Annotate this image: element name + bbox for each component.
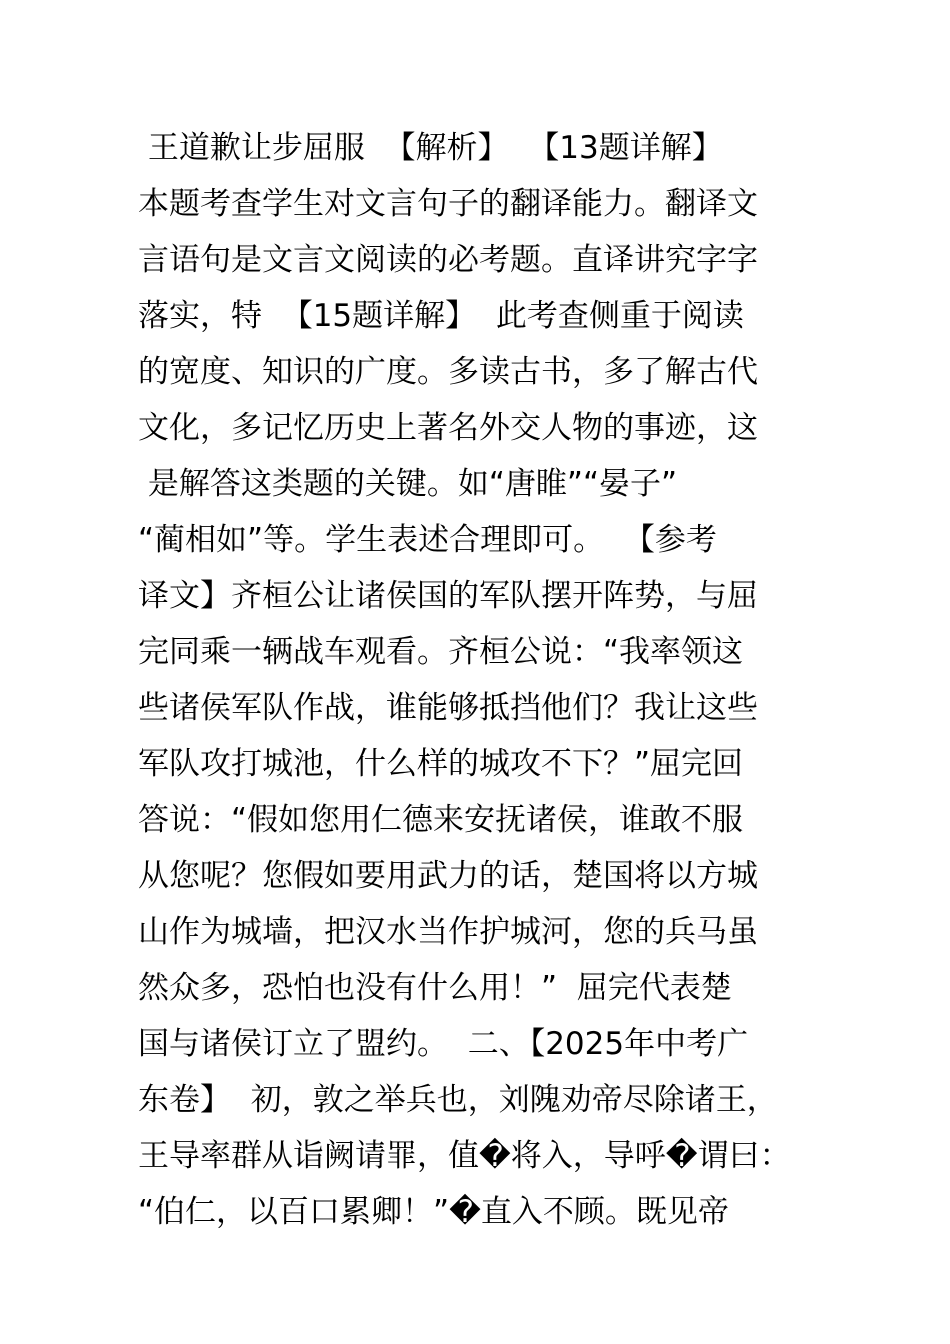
- text-line: 王导率群从诣阙请罪，值�将入，导呼�谓曰：: [138, 1138, 791, 1174]
- text-line: 是解答这类题的关键。如“唐睢”“晏子”: [138, 466, 678, 502]
- text-line: 落实，特 【15题详解】 此考查侧重于阅读: [138, 298, 744, 334]
- text-line: 言语句是文言文阅读的必考题。直译讲究字字: [138, 242, 758, 278]
- text-line: 国与诸侯订立了盟约。 二、【2025年中考广: [138, 1026, 749, 1062]
- text-line: 完同乘一辆战车观看。齐桓公说：“我率领这: [138, 634, 744, 670]
- body-text: [138, 120, 838, 1240]
- text-line: 答说：“假如您用仁德来安抚诸侯，谁敢不服: [138, 802, 744, 838]
- text-line: 些诸侯军队作战，谁能够抵挡他们？我让这些: [138, 690, 758, 726]
- text-line: “伯仁，以百口累卿！”�直入不顾。既见帝: [138, 1194, 729, 1230]
- text-line: 译文】齐桓公让诸侯国的军队摆开阵势，与屈: [138, 578, 758, 614]
- text-line: 王道歉让步屈服 【解析】 【13题详解】: [138, 130, 723, 166]
- text-line: 的宽度、知识的广度。多读古书，多了解古代: [138, 354, 758, 390]
- text-line: 军队攻打城池，什么样的城攻不下？”屈完回: [138, 746, 744, 782]
- text-line: 文化，多记忆历史上著名外交人物的事迹，这: [138, 410, 758, 446]
- text-line: 本题考查学生对文言句子的翻译能力。翻译文: [138, 186, 758, 222]
- text-line: 然众多，恐怕也没有什么用！” 屈完代表楚: [138, 970, 732, 1006]
- text-line: 山作为城墙，把汉水当作护城河，您的兵马虽: [138, 914, 758, 950]
- text-line: 东卷】 初，敦之举兵也，刘隗劝帝尽除诸王，: [138, 1082, 778, 1118]
- text-line: “蔺相如”等。学生表述合理即可。 【参考: [138, 522, 717, 558]
- text-line: 从您呢？您假如要用武力的话，楚国将以方城: [138, 858, 758, 894]
